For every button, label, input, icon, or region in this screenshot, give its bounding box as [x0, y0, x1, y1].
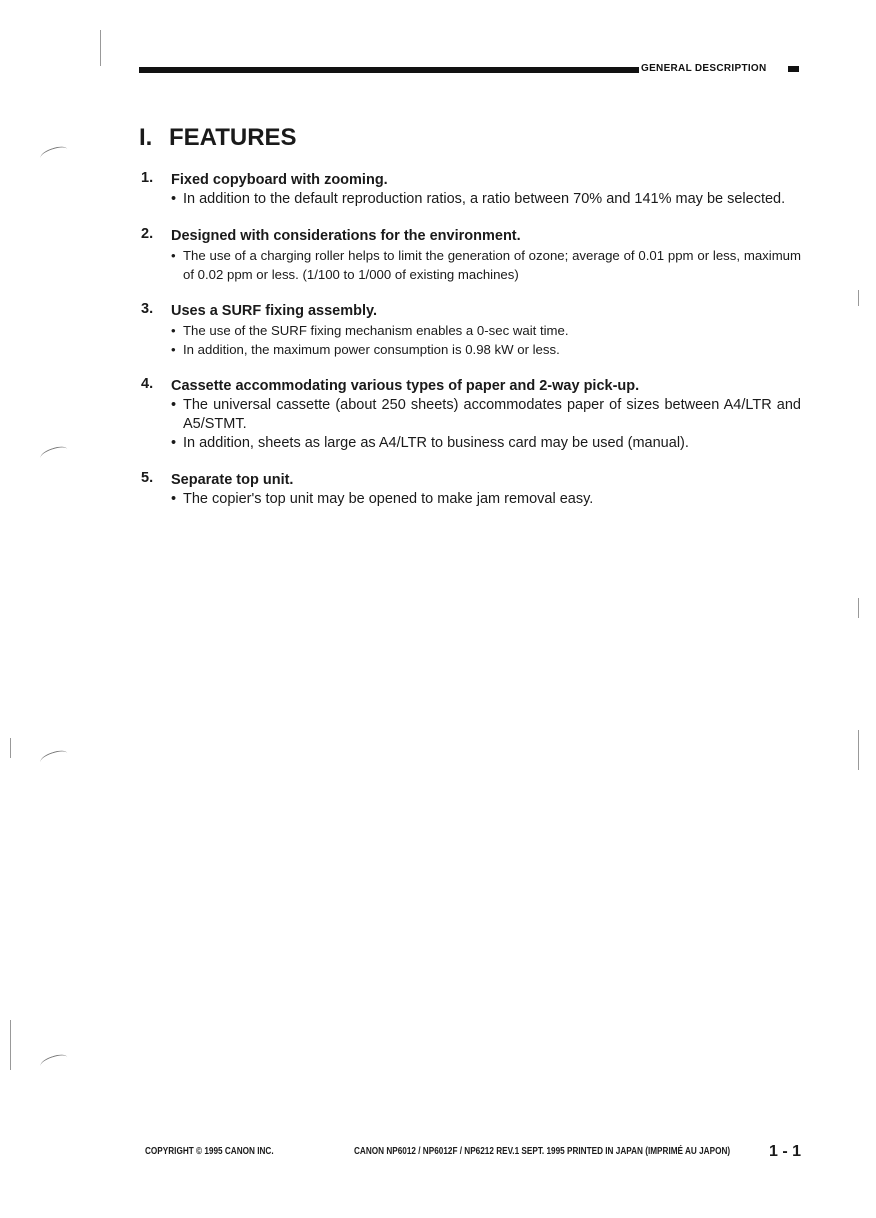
feature-bullets: [171, 396, 801, 453]
feature-heading: Cassette accommodating various types of paper and 2-way pick-up.: [171, 378, 640, 394]
feature-item: [139, 170, 801, 209]
feature-bullets: [171, 190, 801, 209]
feature-item: [139, 376, 801, 453]
binder-hole-mark: [39, 748, 69, 767]
bullet-dot-icon: •: [171, 248, 176, 263]
bullet-dot-icon: •: [171, 191, 177, 207]
bullet-text: In addition, the maximum power consumption is 0.98 kW or less.: [183, 342, 560, 357]
bullet-text: In addition, sheets as large as A4/LTR to business card may be used (manual).: [183, 435, 689, 451]
feature-bullet: [171, 340, 801, 359]
bullet-dot-icon: •: [171, 342, 176, 357]
scan-tick: [858, 290, 859, 306]
bullet-text: The use of the SURF fixing mechanism enables a 0-sec wait time.: [183, 323, 569, 338]
feature-number: 3.: [141, 301, 154, 317]
footer-copyright: COPYRIGHT © 1995 CANON INC.: [145, 1146, 274, 1157]
binder-hole-mark: [39, 444, 69, 463]
feature-heading: Fixed copyboard with zooming.: [171, 172, 388, 188]
feature-bullets: [171, 490, 801, 509]
bullet-text: The copier's top unit may be opened to make jam removal easy.: [183, 491, 594, 507]
feature-heading: Designed with considerations for the environment.: [171, 228, 521, 244]
scan-tick: [100, 30, 101, 66]
feature-number: 5.: [141, 470, 154, 486]
bullet-text: In addition to the default reproduction ratios, a ratio between 70% and 141% may be selected.: [183, 191, 786, 207]
feature-bullets: [171, 246, 801, 284]
feature-bullet: [171, 434, 801, 453]
section-number: I.: [139, 124, 153, 151]
bullet-dot-icon: •: [171, 435, 177, 451]
scan-tick: [858, 730, 859, 770]
section-title: [139, 124, 297, 152]
section-title-text: FEATURES: [169, 124, 297, 151]
bullet-dot-icon: •: [171, 491, 177, 507]
binder-hole-mark: [39, 1052, 69, 1071]
feature-bullet: [171, 490, 801, 509]
header-rule: [139, 67, 639, 73]
feature-heading: Uses a SURF fixing assembly.: [171, 303, 378, 319]
feature-bullets: [171, 321, 801, 359]
bullet-text: The use of a charging roller helps to limit the generation of ozone; average of 0.01 ppm or less, maximum of 0.02 ppm or less. (1/100 to 1/000 of existing machines): [183, 248, 801, 282]
feature-bullet: [171, 396, 801, 434]
feature-bullet: [171, 321, 801, 340]
scan-tick: [10, 1020, 11, 1070]
scan-tick: [858, 598, 859, 618]
feature-bullet: [171, 190, 801, 209]
page-number: 1 - 1: [769, 1143, 802, 1160]
bullet-text: The universal cassette (about 250 sheets) accommodates paper of sizes between A4/LTR and A5/STMT.: [183, 397, 801, 432]
bullet-dot-icon: •: [171, 397, 177, 413]
features-list: [139, 170, 801, 526]
feature-item: [139, 226, 801, 284]
feature-item: [139, 470, 801, 509]
feature-bullet: [171, 246, 801, 284]
header-end-block: [788, 66, 799, 72]
feature-number: 2.: [141, 226, 154, 242]
feature-number: 4.: [141, 376, 154, 392]
feature-heading: Separate top unit.: [171, 472, 294, 488]
feature-item: [139, 301, 801, 359]
binder-hole-mark: [39, 144, 69, 163]
footer-model-line: CANON NP6012 / NP6012F / NP6212 REV.1 SEPT. 1995 PRINTED IN JAPAN (IMPRIMÉ AU JAPON): [354, 1146, 731, 1157]
header-section-label: GENERAL DESCRIPTION: [641, 63, 767, 74]
bullet-dot-icon: •: [171, 323, 176, 338]
feature-number: 1.: [141, 170, 154, 186]
scan-tick: [10, 738, 11, 758]
